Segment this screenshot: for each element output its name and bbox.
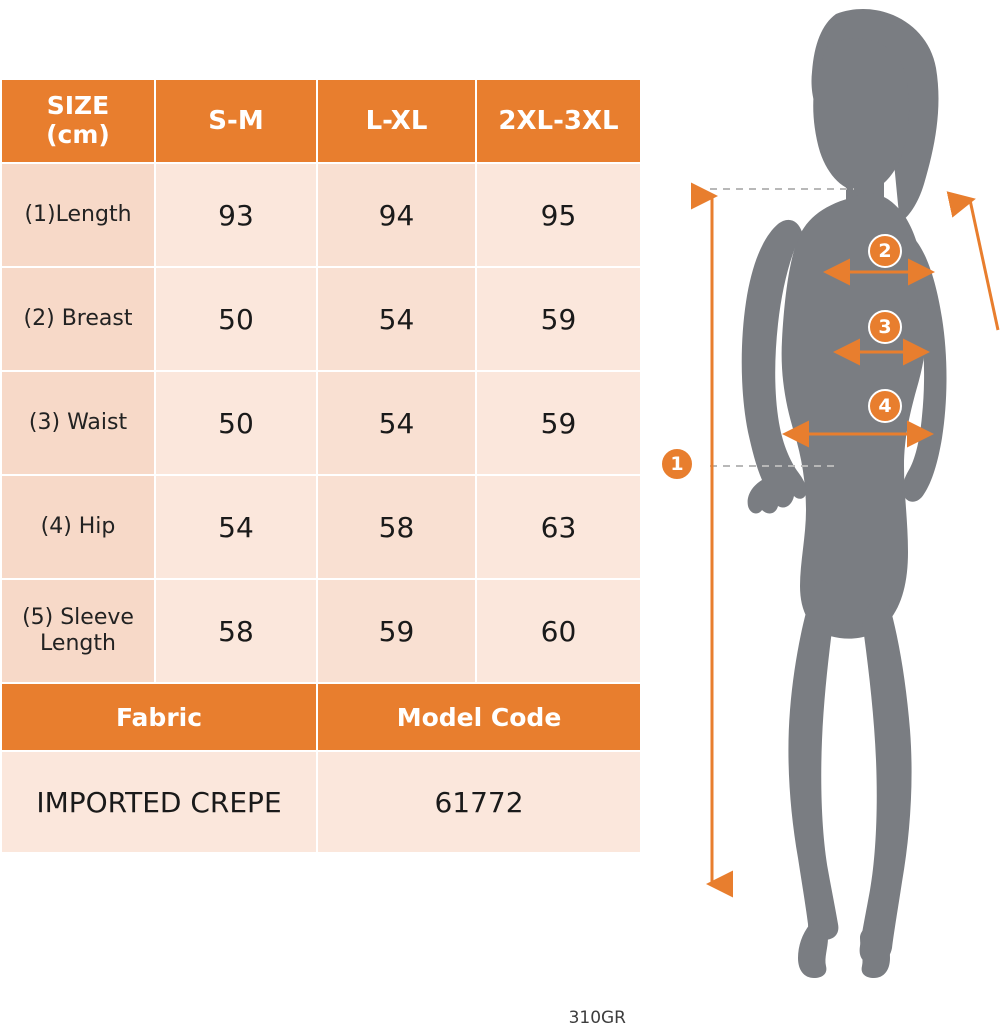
table-row xyxy=(1,579,641,683)
cell-sleeve-2xl-3xl: 60 xyxy=(476,579,641,683)
header-fabric: Fabric xyxy=(1,683,317,751)
fabric-weight-note: 310GR xyxy=(568,1008,626,1028)
row-label-hip: (4) Hip xyxy=(1,475,155,579)
header-col-l-xl: L-XL xyxy=(317,79,476,163)
cell-hip-2xl-3xl: 63 xyxy=(476,475,641,579)
footer-header-row xyxy=(1,683,641,751)
female-silhouette-diagram xyxy=(640,0,1000,1000)
value-fabric: IMPORTED CREPE xyxy=(1,751,317,853)
header-size-line1: SIZE xyxy=(46,91,110,121)
measurements-table xyxy=(0,78,642,854)
cell-length-s-m: 93 xyxy=(155,163,317,267)
value-model-code: 61772 xyxy=(317,751,641,853)
row-label-waist: (3) Waist xyxy=(1,371,155,475)
header-model-code: Model Code xyxy=(317,683,641,751)
header-size-label xyxy=(1,79,155,163)
cell-length-l-xl: 94 xyxy=(317,163,476,267)
header-col-s-m: S-M xyxy=(155,79,317,163)
table-row xyxy=(1,475,641,579)
cell-waist-2xl-3xl: 59 xyxy=(476,371,641,475)
row-label-sleeve-length: (5) Sleeve Length xyxy=(1,579,155,683)
table-row xyxy=(1,267,641,371)
header-col-2xl-3xl: 2XL-3XL xyxy=(476,79,641,163)
measurement-badge-4: 4 xyxy=(868,389,902,423)
measurement-badge-2: 2 xyxy=(868,234,902,268)
cell-breast-s-m: 50 xyxy=(155,267,317,371)
cell-hip-s-m: 54 xyxy=(155,475,317,579)
cell-length-2xl-3xl: 95 xyxy=(476,163,641,267)
measurement-badge-1: 1 xyxy=(660,447,694,481)
cell-waist-l-xl: 54 xyxy=(317,371,476,475)
model-figure-panel xyxy=(640,0,1000,1000)
table-header-row xyxy=(1,79,641,163)
row-label-breast: (2) Breast xyxy=(1,267,155,371)
table-row xyxy=(1,163,641,267)
cell-hip-l-xl: 58 xyxy=(317,475,476,579)
header-size-line2: (cm) xyxy=(46,120,110,149)
table-row xyxy=(1,371,641,475)
measurement-badge-3: 3 xyxy=(868,310,902,344)
silhouette-icon xyxy=(742,9,947,978)
row-label-length: (1)Length xyxy=(1,163,155,267)
cell-waist-s-m: 50 xyxy=(155,371,317,475)
size-chart-table xyxy=(0,78,632,1028)
cell-breast-2xl-3xl: 59 xyxy=(476,267,641,371)
footer-value-row xyxy=(1,751,641,853)
cell-sleeve-s-m: 58 xyxy=(155,579,317,683)
cell-sleeve-l-xl: 59 xyxy=(317,579,476,683)
cell-breast-l-xl: 54 xyxy=(317,267,476,371)
